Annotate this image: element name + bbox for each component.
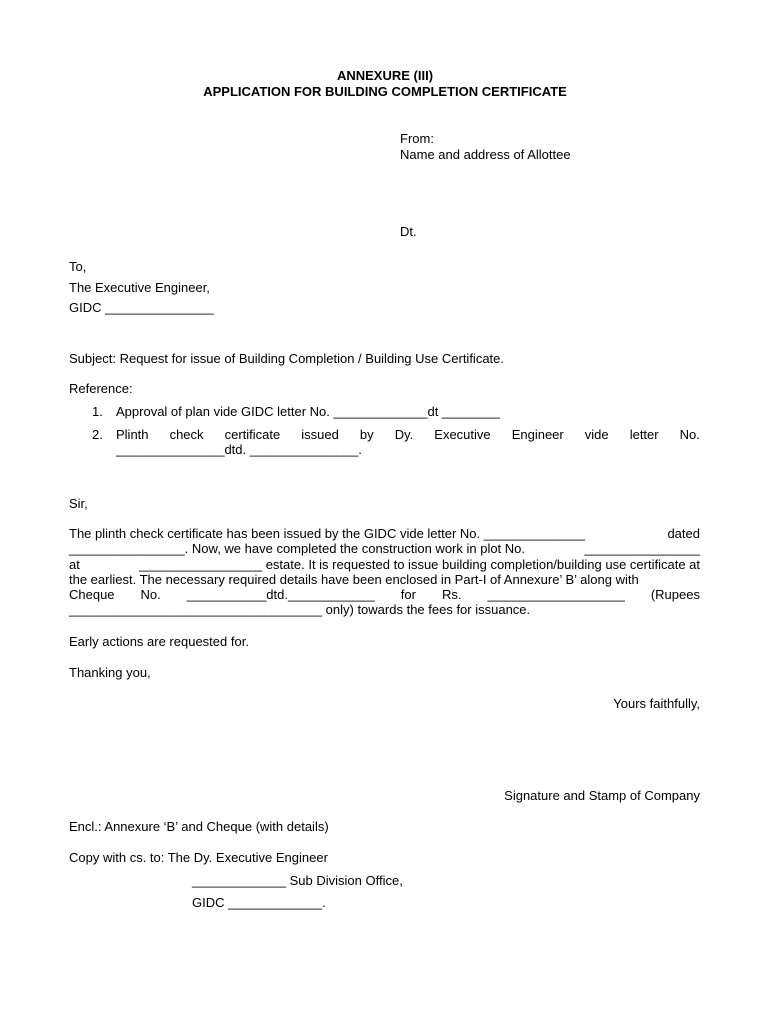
word: vide bbox=[584, 427, 609, 442]
body-line-4: the earliest. The necessary required details have been enclosed in Part-I of Annexure’ B’ along with bbox=[69, 571, 639, 587]
reference-1-number: 1. bbox=[92, 404, 103, 419]
word: issued bbox=[301, 427, 339, 442]
body-line-3: at _________________ estate. It is requested to issue building completion/building use certificate at bbox=[69, 556, 700, 572]
reference-label: Reference: bbox=[69, 381, 133, 396]
word: letter bbox=[629, 427, 659, 442]
word: Executive bbox=[434, 427, 491, 442]
word: No. bbox=[679, 427, 700, 442]
reference-2-number: 2. bbox=[92, 427, 103, 442]
word: by bbox=[359, 427, 374, 442]
body-paragraph bbox=[69, 526, 700, 618]
word: Dy. bbox=[394, 427, 414, 442]
enclosure: Encl.: Annexure ‘B’ and Cheque (with details) bbox=[69, 819, 329, 834]
word: Engineer bbox=[511, 427, 564, 442]
from-label: From: bbox=[400, 131, 434, 146]
word: Plinth bbox=[116, 427, 149, 442]
subject-line: Subject: Request for issue of Building Completion / Building Use Certificate. bbox=[69, 351, 504, 366]
body-line-6: ___________________________________ only) towards the fees for issuance. bbox=[69, 602, 531, 618]
early-actions: Early actions are requested for. bbox=[69, 634, 249, 649]
word: check bbox=[169, 427, 204, 442]
copy-to: Copy with cs. to: The Dy. Executive Engineer bbox=[69, 850, 328, 865]
body-line-5: Cheque No. ___________dtd.____________ for Rs. ___________________ (Rupees bbox=[69, 587, 700, 603]
signature-stamp: Signature and Stamp of Company bbox=[504, 788, 700, 803]
salutation: Sir, bbox=[69, 496, 88, 511]
copy-sub-division: _____________ Sub Division Office, bbox=[192, 873, 403, 888]
copy-gidc: GIDC _____________. bbox=[192, 895, 326, 910]
to-label: To, bbox=[69, 259, 87, 274]
recipient-engineer: The Executive Engineer, bbox=[69, 280, 210, 295]
date-label: Dt. bbox=[400, 224, 417, 239]
word: certificate bbox=[224, 427, 281, 442]
annexure-heading: ANNEXURE (III) bbox=[336, 68, 434, 83]
allottee-name-address: Name and address of Allottee bbox=[400, 147, 571, 162]
yours-faithfully: Yours faithfully, bbox=[613, 696, 700, 711]
reference-2-line-2: _______________dtd. _______________. bbox=[116, 442, 362, 457]
body-line-2: ________________. Now, we have completed the construction work in plot No. ________________ bbox=[69, 541, 700, 557]
reference-2-line-1 bbox=[116, 427, 700, 443]
document-title: APPLICATION FOR BUILDING COMPLETION CERTIFICATE bbox=[203, 84, 567, 99]
recipient-gidc: GIDC _______________ bbox=[69, 300, 214, 315]
reference-1-text: Approval of plan vide GIDC letter No. _____________dt ________ bbox=[116, 404, 500, 419]
thanking-you: Thanking you, bbox=[69, 665, 151, 680]
body-line-1: The plinth check certificate has been issued by the GIDC vide letter No. ______________ dated bbox=[69, 526, 700, 541]
